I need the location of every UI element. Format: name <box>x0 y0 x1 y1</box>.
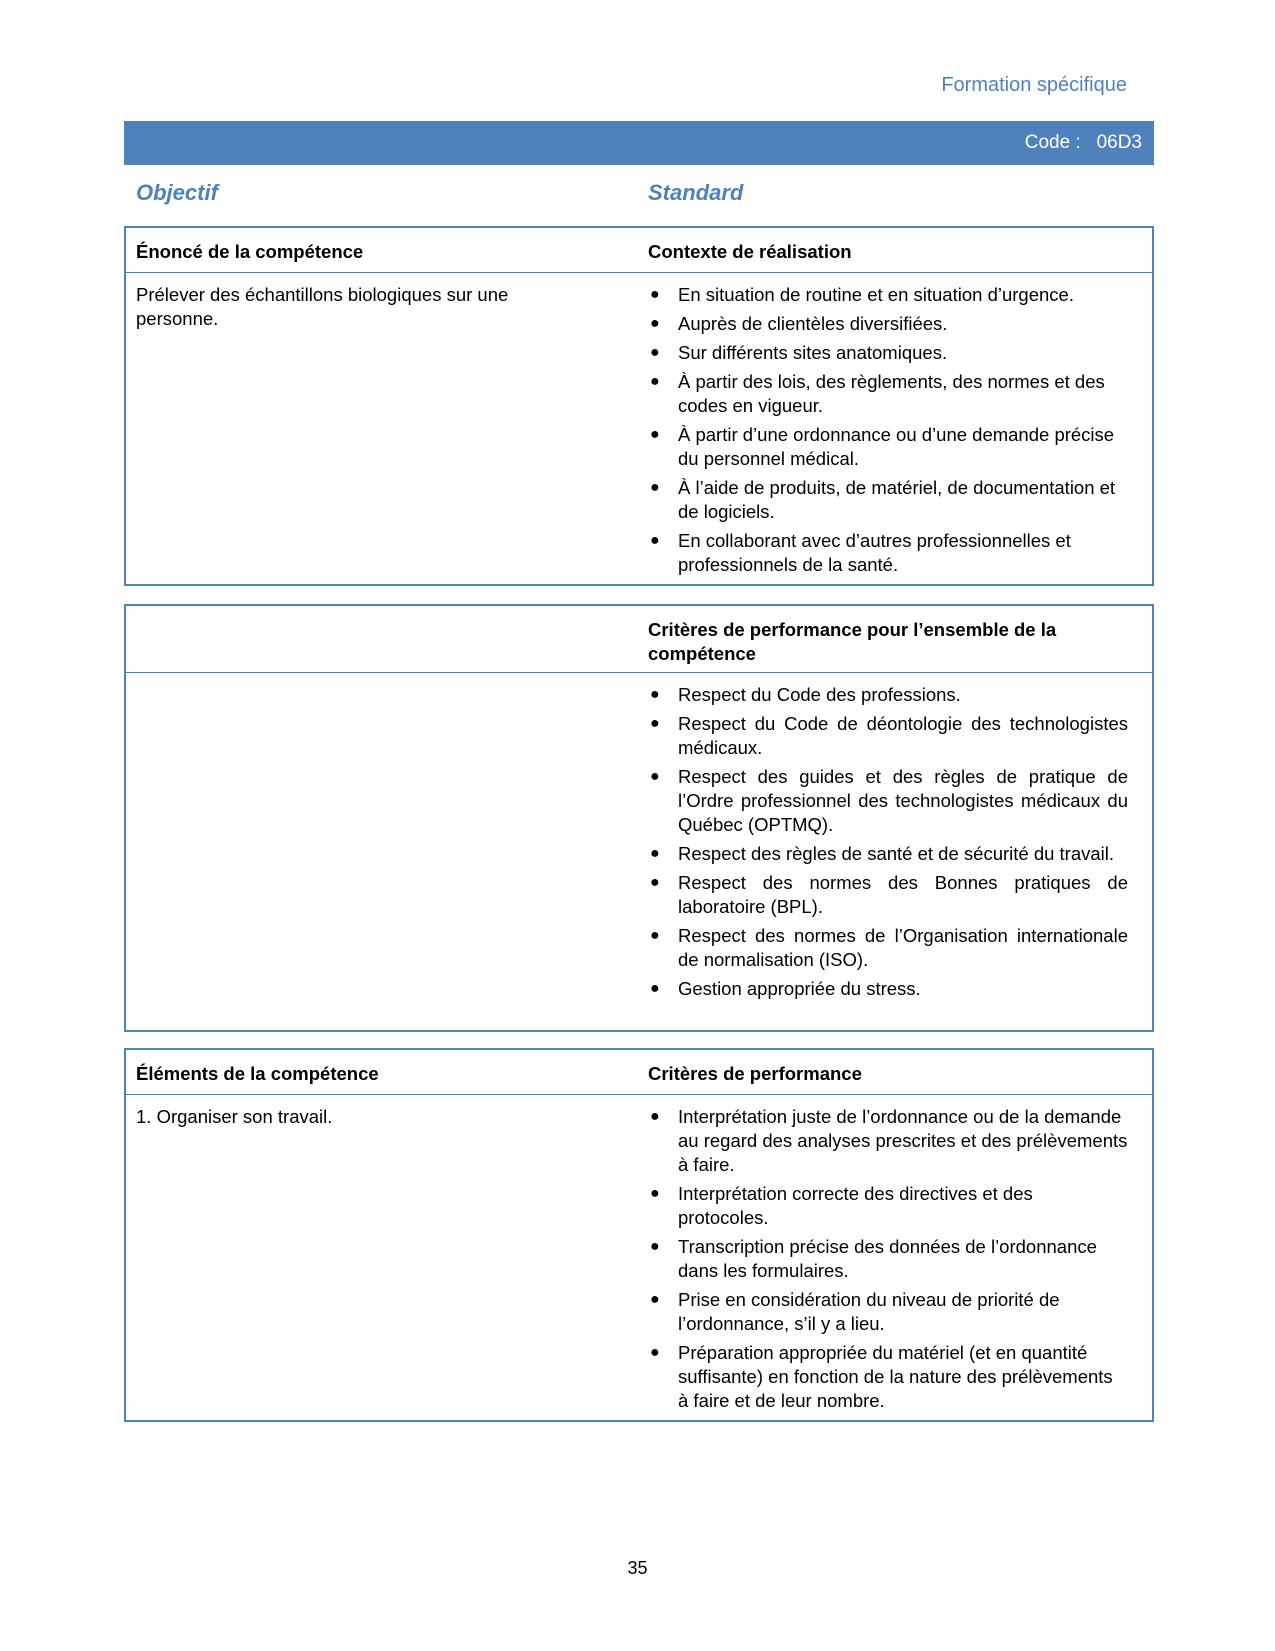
enonce-section <box>124 226 1154 586</box>
list-item: ● À partir des lois, des règlements, des normes et des codes en vigueur. <box>650 371 1105 416</box>
criteres-heading: Critères de performance <box>648 1063 862 1084</box>
list-item: ● Respect du Code de déontologie des technologistes médicaux. <box>650 713 1128 758</box>
code-bar <box>124 121 1154 165</box>
formation-label: Formation spécifique <box>941 74 1127 96</box>
list-item: ● Auprès de clientèles diversifiées. <box>650 313 948 334</box>
list-item: ● Respect des normes des Bonnes pratiques de laboratoire (BPL). <box>650 872 1128 917</box>
list-item: ● Interprétation correcte des directives et des protocoles. <box>650 1183 1033 1228</box>
list-item: ● En situation de routine et en situation d’urgence. <box>650 284 1074 305</box>
elements-section <box>124 1048 1154 1422</box>
list-item: ● Prise en considération du niveau de priorité de l’ordonnance, s’il y a lieu. <box>650 1289 1060 1334</box>
criteres-list <box>648 1105 1128 1418</box>
competency-code: Code : 06D3 <box>1024 132 1142 153</box>
contexte-heading: Contexte de réalisation <box>648 241 852 262</box>
column-headings <box>124 180 1154 210</box>
list-item: ● En collaborant avec d’autres professionnelles et professionnels de la santé. <box>650 530 1071 575</box>
list-item: ● Transcription précise des données de l’ordonnance dans les formulaires. <box>650 1236 1097 1281</box>
list-item: ● Sur différents sites anatomiques. <box>650 342 948 363</box>
enonce-heading: Énoncé de la compétence <box>136 241 364 262</box>
contexte-list <box>648 283 1128 582</box>
page-number: 35 <box>627 1558 648 1578</box>
elements-heading: Éléments de la compétence <box>136 1063 379 1084</box>
list-item: ● Respect des règles de santé et de sécurité du travail. <box>650 843 1115 864</box>
list-item: ● Préparation appropriée du matériel (et en quantité suffisante) en fonction de la nature des prélèvements à faire et de leur nombre. <box>650 1342 1113 1411</box>
objectif-heading: Objectif <box>136 180 218 205</box>
list-item: ● Interprétation juste de l’ordonnance ou de la demande au regard des analyses prescrites et des prélèvements à faire. <box>650 1106 1128 1175</box>
criteres-ensemble-header <box>126 606 1152 673</box>
list-item: ● Respect des normes de l’Organisation internationale de normalisation (ISO). <box>650 925 1128 970</box>
criteres-ensemble-list <box>648 683 1128 1006</box>
list-item: ● À l’aide de produits, de matériel, de documentation et de logiciels. <box>650 477 1116 522</box>
list-item: ● À partir d’une ordonnance ou d’une demande précise du personnel médical. <box>650 424 1115 469</box>
element-text: 1. Organiser son travail. <box>136 1106 333 1127</box>
enonce-text: Prélever des échantillons biologiques sur une personne. <box>136 284 509 329</box>
enonce-section-header <box>126 228 1152 273</box>
criteres-ensemble-section <box>124 604 1154 1032</box>
elements-section-header <box>126 1050 1152 1095</box>
list-item: ● Respect du Code des professions. <box>650 684 961 705</box>
criteres-ensemble-heading: Critères de performance pour l’ensemble de la compétence <box>648 619 1057 664</box>
enonce-section-body <box>126 273 1152 575</box>
standard-heading: Standard <box>648 180 744 205</box>
list-item: ● Gestion appropriée du stress. <box>650 978 921 999</box>
list-item: ● Respect des guides et des règles de pratique de l’Ordre professionnel des technologistes médicaux du Québec (OPTMQ). <box>650 766 1128 835</box>
